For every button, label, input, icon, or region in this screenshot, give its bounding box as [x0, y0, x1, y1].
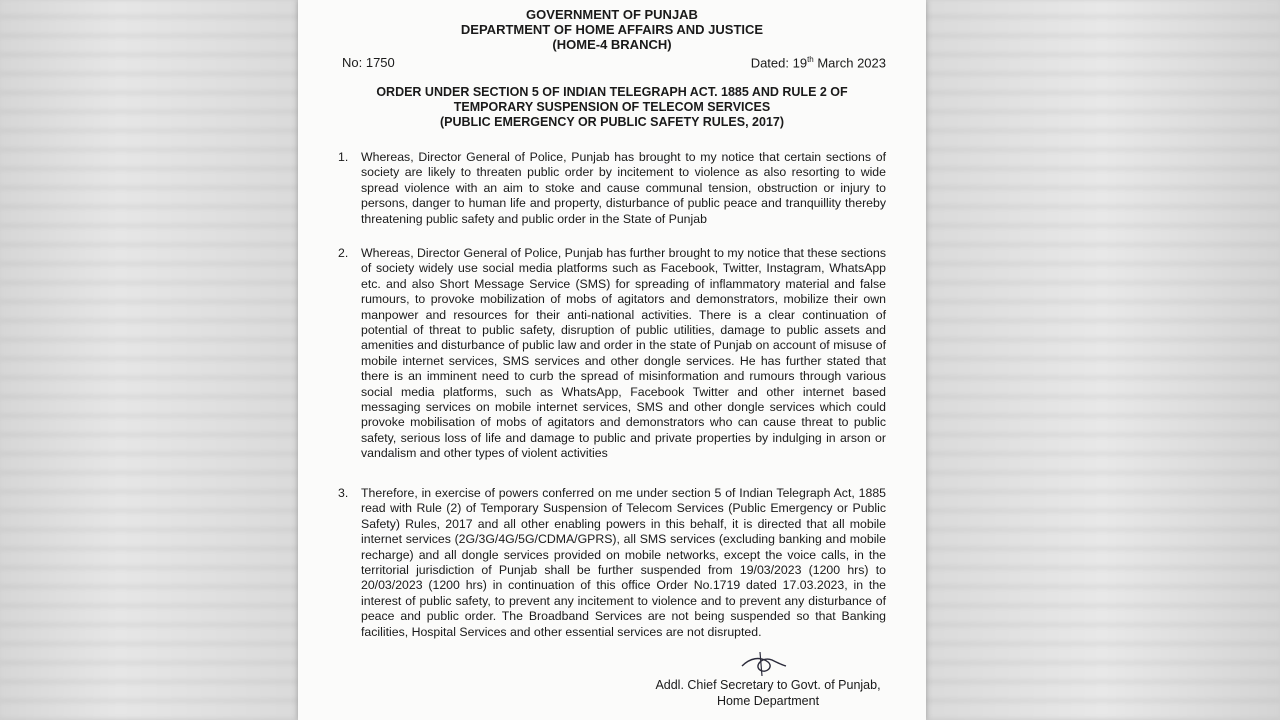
order-title — [298, 85, 926, 130]
order-number: No: 1750 — [342, 55, 395, 70]
signature-department: Home Department — [716, 693, 820, 708]
order-date-suffix: March 2023 — [813, 55, 886, 71]
handwritten-signature — [738, 648, 788, 678]
order-title-line1: ORDER UNDER SECTION 5 OF INDIAN TELEGRAPH ACT. 1885 AND RULE 2 OF — [376, 85, 848, 99]
header-department: DEPARTMENT OF HOME AFFAIRS AND JUSTICE — [460, 22, 764, 37]
signature-block — [638, 678, 898, 709]
signature-title: Addl. Chief Secretary to Govt. of Punjab, — [655, 678, 881, 692]
order-document — [298, 0, 926, 720]
order-title-line3: (PUBLIC EMERGENCY OR PUBLIC SAFETY RULES, 2017) — [439, 115, 785, 129]
paragraph-text: Whereas, Director General of Police, Punjab has further brought to my notice that these sections of society widely use social media platforms such as Facebook, Twitter, Instagram, WhatsApp etc. and also Short Message Service (SMS) for spreading of inflammatory material and false rumours, to provoke mobilization of mobs of agitators and demonstrators, mobilize their own manpower and resources for their anti-national activities. There is a clear continuation of potential of threat to public safety, disruption of public utilities, damage to public assets and amenities and disturbance of public law and order in the state of Punjab on account of misuse of mobile internet services, SMS services and other dongle services. He has further stated that there is an imminent need to curb the spread of misinformation and rumours through various social media platforms, such as WhatsApp, Facebook Twitter and other internet based messaging services on mobile internet services, SMS and other dongle services which could provoke mobilisation of mobs of agitators and demonstrators who can cause threat to public safety, serious loss of life and damage to public and private properties by indulging in arson or vandalism and other types of violent activities — [361, 246, 886, 461]
paragraph-number: 1. — [338, 150, 349, 164]
order-date-sup: th — [807, 55, 814, 64]
paragraph-number: 3. — [338, 486, 349, 500]
paragraph-text: Therefore, in exercise of powers conferred on me under section 5 of Indian Telegraph Act, 1885 read with Rule (2) of Temporary Suspension of Telecom Services (Public Emergency or Public Safety) Rules, 2017 and all other enabling powers in this behalf, it is directed that all mobile internet services (2G/3G/4G/5G/CDMA/GPRS), all SMS services (excluding banking and mobile recharge) and all dongle services provided on mobile networks, except the voice calls, in the territorial jurisdiction of Punjab shall be further suspended from 19/03/2023 (1200 hrs) to 20/03/2023 (1200 hrs) in continuation of this office Order No.1719 dated 17.03.2023, in the interest of public safety, to prevent any incitement to violence and to prevent any disturbance of peace and public order. The Broadband Services are not being suspended so that Banking facilities, Hospital Services and other essential services are not disrupted. — [361, 486, 886, 639]
blurred-background-right — [926, 0, 1280, 720]
header-government: GOVERNMENT OF PUNJAB — [526, 7, 698, 22]
blurred-background-left — [0, 0, 298, 720]
order-title-line2: TEMPORARY SUSPENSION OF TELECOM SERVICES — [453, 100, 771, 114]
header-branch: (HOME-4 BRANCH) — [552, 37, 672, 52]
order-date-prefix: Dated: 19 — [750, 55, 808, 71]
paragraph-number: 2. — [338, 246, 349, 260]
order-date — [751, 55, 886, 70]
paragraph-text: Whereas, Director General of Police, Punjab has brought to my notice that certain sections of society are likely to threaten public order by incitement to violence as also resorting to wide spread violence with an aim to stoke and cause communal tension, obstruction or injury to persons, danger to human life and property, disturbance of public peace and tranquillity thereby threatening public safety and public order in the State of Punjab — [361, 150, 886, 226]
